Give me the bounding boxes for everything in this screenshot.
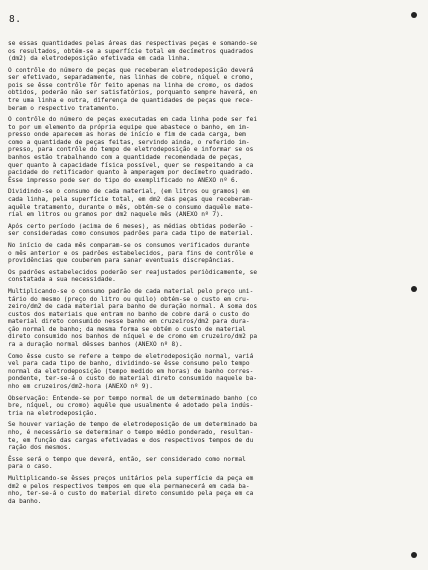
text-line: ra a duração normal dêsses banhos (ANEXO nº 8). (8, 341, 183, 348)
paragraph (8, 288, 400, 348)
text-line: O contrôle do número de peças executadas em cada linha pode ser fei (8, 116, 258, 124)
text-line: Multiplicando-se êsses preços unitários pela superfície da peça em (8, 475, 254, 483)
text-line: (dm2) da eletrodeposição efetivada em cada linha. (8, 55, 191, 63)
paragraph (8, 242, 400, 265)
punch-hole-middle (411, 286, 417, 292)
text-line: custos dos materiais que entram no banho de cobre dará o custo do (8, 310, 250, 318)
text-line: quer quanto à capacidade física possível, quer se respeitando a ca (8, 161, 254, 169)
text-line: como a quantidade de peças feitas, servindo ainda, o referido im- (8, 138, 250, 146)
text-line: ção normal de banho; da mesma forma se obtém o custo de material (8, 325, 246, 333)
text-line: Como êsse custo se refere a tempo de eletrodeposição normal, variá (8, 352, 254, 360)
paragraph (8, 40, 400, 63)
paragraph (8, 421, 400, 451)
document-body (8, 40, 400, 510)
text-line: rial em litros ou gramos por dm2 naquele mês (ANEXO nº 7). (8, 211, 224, 219)
text-line: banhos estão trabalhando com a quantidade recomendada de peças, (8, 154, 243, 162)
text-line: constatada a sua necessidade. (8, 276, 116, 284)
text-line: cada linha, pela superfície total, em dm2 das peças que receberam- (8, 195, 254, 203)
text-line: normal da eletrodeposição (tempo medido em horas) de banho corres- (8, 367, 254, 375)
text-line: Se houver variação de tempo de eletrodeposição de um determinado ba (8, 421, 258, 429)
text-line: se essas quantidades pelas áreas das respectivas peças e somando-se (8, 40, 258, 47)
text-line: presso, para contrôle do tempo de eletrodeposição e informar se os (8, 146, 254, 154)
page-number: 8. (9, 14, 22, 25)
paragraph (8, 353, 400, 391)
paragraph (8, 116, 400, 184)
text-line: beram o respectivo tratamento. (8, 104, 120, 112)
text-line: zeiro/dm2 de cada material para banho de duração normal. A soma dos (8, 303, 258, 311)
text-line: direto consumido nos banhos de níquel e de cromo em cruzeiro/dm2 pa (8, 333, 258, 341)
text-line: ração dos mesmos. (8, 444, 72, 452)
text-line: aquêle tratamento, durante o mês, obtém-se o consumo daquêle mate- (8, 203, 254, 211)
text-line: tre uma linha e outra, diferença de quantidades de peças que rece- (8, 97, 254, 105)
text-line: material direto consumido nesse banho em cruzeiros/dm2 para dura- (8, 318, 250, 326)
text-line: Após certo período (acima de 6 meses), as médias obtidas poderão - (8, 222, 254, 230)
text-line: ser efetivado, separadamente, nas linhas de cobre, níquel e cromo, (8, 74, 254, 82)
text-line: tário do mesmo (preço do litro ou quilo) obtém-se o custo em cru- (8, 295, 250, 303)
text-line: o mês anterior e os padrões estabelecidos, para fins de contrôle e (8, 249, 254, 257)
text-line: pondente, ter-se-á o custo do material direto consumido naquele ba- (8, 375, 258, 383)
text-line: to por um elemento da própria equipe que abastece o banho, em im- (8, 123, 250, 131)
text-line: presso onde aparecem as horas de início e fim de cada carga, bem (8, 131, 246, 139)
paragraph (8, 395, 400, 418)
punch-hole-top (411, 12, 417, 18)
text-line: nho, ter-se-á o custo do material direto consumido pela peça em ca (8, 490, 254, 498)
text-line: O contrôle do número de peças que receberam eletrodeposição deverá (8, 66, 254, 74)
text-line: Êsse será o tempo que deverá, então, ser considerado como normal (8, 455, 246, 463)
text-line: providências que couberem para sanar eventuais discrepâncias. (8, 257, 235, 265)
paragraph (8, 456, 400, 471)
punch-hole-bottom (411, 552, 417, 558)
text-line: pacidade do retificador quanto à amperagem por decímetro quadrado. (8, 169, 254, 177)
text-line: te, em função das cargas efetivadas e dos respectivos tempos de du (8, 436, 254, 444)
text-line: No início de cada mês comparam-se os consumos verificados durante (8, 242, 250, 250)
text-line: tria na eletrodeposição. (8, 409, 98, 417)
text-line: Êsse impresso pode ser do tipo do exemplificado no ANEXO nº 6. (8, 176, 239, 184)
text-line: dm2 e pelos respectivos tempos em que ela permanecerá em cada ba- (8, 482, 250, 490)
paragraph (8, 188, 400, 218)
paragraph (8, 475, 400, 505)
text-line: os resultados, obtém-se a superfície total em decímetros quadrados (8, 47, 254, 55)
text-line: nho em cruzeiros/dm2-hora (ANEXO nº 9). (8, 382, 153, 390)
text-line: pois se êsse contrôle fôr feito apenas na linha de cromo, os dados (8, 81, 254, 89)
text-line: obtidos, poderão não ser satisfatórios, porquanto sempre haverá, en (8, 89, 258, 97)
text-line: vel para cada tipo de banho, dividindo-se êsse consumo pelo tempo (8, 360, 250, 368)
paragraph (8, 223, 400, 238)
text-line: Observação: Entende-se por tempo normal de um determinado banho (co (8, 394, 258, 402)
text-line: para o caso. (8, 463, 53, 471)
text-line: Multiplicando-se o consumo padrão de cada material pelo preço uni- (8, 288, 254, 296)
text-line: ser consideradas como consumos padrões para cada tipo de material. (8, 230, 254, 238)
paragraph (8, 67, 400, 112)
text-line: Os padrões estabelecidos poderão ser reajustados periòdicamente, se (8, 268, 258, 276)
text-line: da banho. (8, 497, 42, 505)
paragraph (8, 269, 400, 284)
text-line: Dividindo-se o consumo de cada material, (em litros ou gramos) em (8, 188, 250, 196)
text-line: nho, é necessário se determinar o tempo médio ponderado, resultan- (8, 429, 254, 437)
text-line: bre, níquel, ou cromo) aquêle que usualmente é adotado pela indús- (8, 402, 254, 410)
